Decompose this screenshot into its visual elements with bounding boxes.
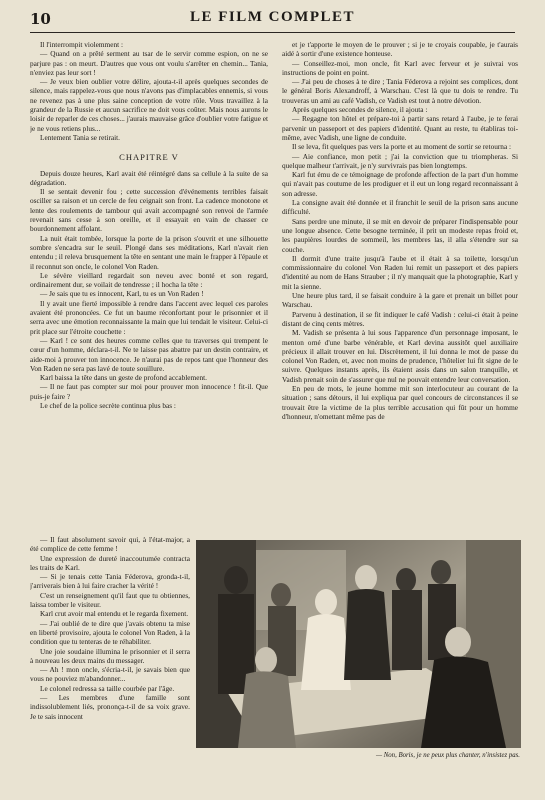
film-still-photo (196, 540, 521, 748)
photo-caption: — Non, Boris, je ne peux plus chanter, n'insistez pas. (376, 752, 520, 759)
paragraph: — Si je tenais cette Tania Féderova, gronda-t-il, j'arriverais bien à lui faire cracher la vérité ! (30, 572, 190, 591)
paragraph: — J'ai peu de choses à te dire ; Tania Féderova a rejoint ses complices, dont le général Boris Alexandroff, à Warschau. C'est là que tu dois te rendre. Tu trouveras un ami au café Vadish, ce Vadish est tout à notre dévotion. (282, 77, 518, 105)
paragraph: et je t'apporte le moyen de le prouver ; si je te croyais coupable, je t'aurais aidé à sortir d'une existence honteuse. (282, 40, 518, 59)
left-lower-column (30, 535, 190, 785)
paragraph: Karl fut ému de ce témoignage de profonde affection de la part d'un homme qui n'avait pas coutume de les prodiguer et il eut un long regard reconnaissant à son adresse. (282, 170, 518, 198)
paragraph: Sans perdre une minute, il se mit en devoir de préparer l'indispensable pour une longue absence. Cette besogne terminée, il prit un modeste repas froid et, les paupières lourdes de sommeil, les membres las, il alla s'étendre sur sa couche. (282, 216, 518, 254)
paragraph: Une expression de dureté inaccoutumée contracta les traits de Karl. (30, 553, 190, 572)
right-column (282, 40, 518, 535)
paragraph: — Je veux bien oublier votre délire, ajouta-t-il après quelques secondes de silence, mais rappelez-vous que nous n'avons pas d'implacables ennemis, si vous ne revenez pas à une plus saine conception de votre rôle. Vous travaillez à la grandeur de la Russie et aucun sacrifice ne doit vous coûter. Mais nous aurons le loisir de reparler de ces choses... j'aurais mauvaise grâce d'oublier votre fatigue et je ne vous retiens plus... (30, 77, 268, 133)
paragraph: M. Vadish se présenta à lui sous l'apparence d'un personnage imposant, le menton orné d'une barbe vénérable, et Karl devina aussitôt quel auxiliaire précieux il allait trouver en lui. Discrètement, il lui donna le mot de passe du colonel Von Raden, et, avec non moins de prudence, l'hôtelier lui fit signe de le suivre. Quelques instants après, ils étaient assis dans un salon tranquille, et Vadish prenait soin de s'assurer que nul ne pouvait entendre leur conversation. (282, 328, 518, 384)
page-number: 10 (30, 10, 51, 28)
paragraph: — Je sais que tu es innocent, Karl, tu es un Von Raden ! (40, 289, 204, 299)
paragraph: Le chef de la police secrète continua plus bas : (40, 400, 176, 410)
paragraph: En peu de mots, le jeune homme mit son interlocuteur au courant de la situation ; sans détours, il lui expliqua par quel concours de circonstances il se trouvait être la victime de la plus terrible accusation qui fût pour un homme d'honneur, n'omettant même pas de (282, 383, 518, 421)
paragraph: Le colonel redressa sa taille courbée par l'âge. (40, 683, 175, 693)
paragraph: Karl crut avoir mal entendu et le regarda fixement. (40, 609, 189, 619)
paragraph: La nuit était tombée, lorsque la porte de la prison s'ouvrit et une silhouette sombre s'encadra sur le seuil. Plongé dans ses méditations, Karl n'avait rien entendu ; il releva brusquement la tête en sentant une main le frapper à l'épaule et il reconnut son oncle, le colonel Von Raden. (30, 233, 268, 271)
page-header (30, 6, 515, 33)
paragraph: Lentement Tania se retirait. (40, 132, 120, 142)
paragraph: — Regagne ton hôtel et prépare-toi à partir sans retard à l'aube, je te ferai parvenir un passeport et des papiers d'identité. Quant au reste, tu établiras toi-même, avec Vadish, une ligne de conduite. (282, 114, 518, 142)
magazine-title: LE FILM COMPLET (189, 9, 355, 25)
paragraph: — Il ne faut pas compter sur moi pour prouver mon innocence ! fit-il. Que puis-je faire ? (30, 382, 268, 401)
paragraph: — J'ai oublié de te dire que j'avais obtenu ta mise en liberté provisoire, ajouta le colonel Von Raden, à la condition que tu tenteras de te réhabiliter. (30, 618, 190, 647)
film-still-illustration (196, 540, 521, 748)
paragraph: Il dormit d'une traite jusqu'à l'aube et il était à sa toilette, lorsqu'un commissionnaire du colonel Von Raden lui remit un passeport et des papiers d'identité au nom de Hans Strauber ; il n'y manquait que la photographie, Karl y mit la sienne. (282, 253, 518, 291)
paragraph: — Conseillez-moi, mon oncle, fit Karl avec ferveur et je suivrai vos instructions de point en point. (282, 58, 518, 77)
paragraph: Une heure plus tard, il se faisait conduire à la gare et prenait un billet pour Warschau. (282, 291, 518, 310)
paragraph: La consigne avait été donnée et il franchit le seuil de la prison sans aucune difficulté. (282, 198, 518, 217)
paragraph: Il y avait une fierté impossible à rendre dans l'accent avec lequel ces paroles avaient été prononcées. Ce fut un baume réconfortant pour le prisonnier et il serra avec une émotion reconnaissante la main que lui tendait le visiteur. Celui-ci prit place sur l'étroite couchette : (30, 298, 268, 336)
paragraph: Après quelques secondes de silence, il ajouta : (292, 105, 428, 115)
paragraph: — Karl ! ce sont des heures comme celles que tu traverses qui trempent le cœur d'un homme, déclara-t-il. Ne te laisse pas abattre par un destin contraire, et aide-moi à prouver ton innocence. Je n'aurai pas de repos tant que l'honneur des Von Raden ne sera pas lavé de toute souillure. (30, 335, 268, 373)
paragraph: Parvenu à destination, il se fit indiquer le café Vadish : celui-ci était à peine distant de cinq cents mètres. (282, 309, 518, 328)
paragraph: Il l'interrompit violemment : (40, 40, 123, 49)
paragraph: Depuis douze heures, Karl avait été réintégré dans sa cellule à la suite de sa dégradation. (30, 168, 268, 187)
paragraph: Il se leva, fit quelques pas vers la porte et au moment de sortir se retourna : (292, 142, 512, 152)
paragraph: — Il faut absolument savoir qui, à l'état-major, a été complice de cette femme ! (30, 535, 190, 554)
paragraph: Le sévère vieillard regardait son neveu avec bonté et son regard, ordinairement dur, se voilait de tendresse ; il hocha la tête : (30, 270, 268, 290)
paragraph: — Aie confiance, mon petit ; j'ai la conviction que tu triompheras. Si quelque malheur t'arrivait, je n'y survivrais pas bien longtemps. (282, 151, 518, 170)
paragraph: Une joie soudaine illumina le prisonnier et il serra à nouveau les deux mains du messager. (30, 646, 190, 665)
paragraph: — Ah ! mon oncle, s'écria-t-il, je savais bien que vous ne pouviez m'abandonner... (30, 665, 190, 684)
paragraph: — Quand on a prêté serment au tsar de le servir comme espion, on ne se parjure pas : on meurt. D'autres que vous ont voulu s'arrêter en chemin... Tania, n'enviez pas leur sort ! (30, 49, 268, 77)
paragraph: Il se sentait devenir fou ; cette succession d'événements terribles faisait osciller sa raison et un cercle de feu ceignait son front. La cadence monotone et lente des roulements de tambour qui avait accompagné son renvoi de l'armée revenait sans cesse à son oreille, et il essayait en vain de chasser ce bourdonnement affolant. (30, 187, 268, 234)
paragraph: Karl baissa la tête dans un geste de profond accablement. (40, 373, 207, 383)
chapter-heading: CHAPITRE V (119, 152, 179, 163)
paragraph: — Les membres d'une famille sont indissolublement liés, prononça-t-il de sa voix grave. Je te sais innocent (30, 693, 190, 721)
paragraph: C'est un renseignement qu'il faut que tu obtiennes, laissa tomber le visiteur. (30, 590, 190, 610)
